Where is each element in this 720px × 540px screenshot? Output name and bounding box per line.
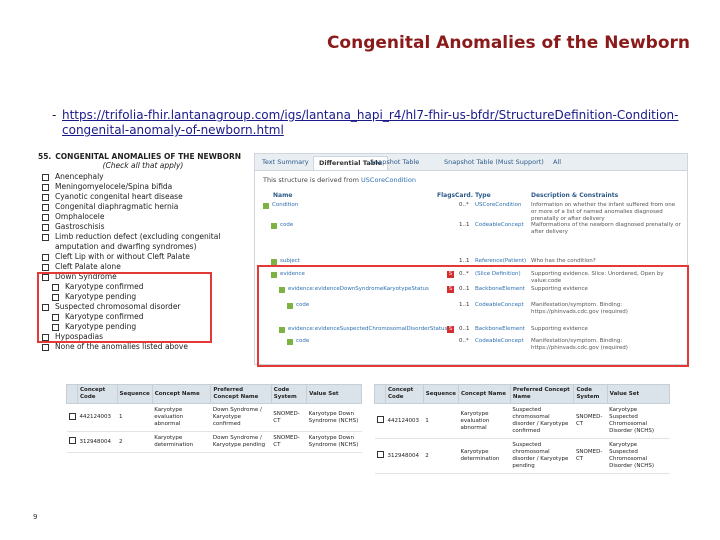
- checklist-item-label: Down Syndrome: [55, 272, 117, 281]
- table-cell: Suspected chromosomal disorder / Karyotype confirmed: [510, 404, 574, 439]
- table-cell: Karyotype evaluation abnormal: [458, 404, 510, 439]
- table-row: [375, 439, 670, 474]
- element-desc: Supporting evidence: [531, 326, 588, 332]
- checklist-item: [42, 242, 197, 251]
- form-title: [38, 152, 248, 170]
- element-card: 1..1: [459, 302, 470, 308]
- must-support-flag: S: [448, 286, 453, 292]
- column-header: Concept Name: [152, 385, 211, 404]
- row-checkbox[interactable]: [377, 451, 384, 458]
- checklist-item: [42, 212, 104, 221]
- checklist-item: [42, 222, 105, 231]
- element-card: 0..*: [459, 202, 469, 208]
- select-column-header: [67, 385, 78, 404]
- column-header: Code System: [271, 385, 306, 404]
- must-support-flag: S: [448, 271, 453, 277]
- derived-from-text: [263, 176, 416, 184]
- element-name[interactable]: subject: [280, 258, 300, 264]
- table-cell: Down Syndrome / Karyotype pending: [211, 432, 271, 453]
- derived-prefix: This structure is derived from: [263, 176, 362, 184]
- table-cell: SNOMED-CT: [574, 439, 607, 474]
- table-cell: 312948004: [386, 439, 424, 474]
- table-cell: 442124003: [78, 404, 118, 432]
- column-header: Value Set: [607, 385, 669, 404]
- table-cell: Karyotype evaluation abnormal: [152, 404, 211, 432]
- element-card: 0..1: [459, 286, 470, 292]
- checklist-item-label: Gastroschisis: [55, 222, 105, 231]
- column-header: Sequence: [423, 385, 458, 404]
- element-desc: Manifestation/symptom. Binding: https://phinvads.cdc.gov (required): [531, 302, 628, 315]
- value-set-table-suspected-chromosomal: [374, 384, 670, 474]
- checklist-item-label: Limb reduction defect (excluding congenital: [55, 232, 221, 241]
- element-name[interactable]: evidence:evidenceSuspectedChromosomalDisorderStatus: [288, 326, 448, 332]
- checklist-item-label: Anencephaly: [55, 172, 104, 181]
- page-number: 9: [33, 513, 38, 521]
- checkbox[interactable]: [42, 344, 49, 351]
- checkbox[interactable]: [42, 234, 49, 241]
- checklist-item: [42, 262, 121, 271]
- element-icon: [271, 223, 277, 229]
- url-bullet: [52, 108, 702, 138]
- checkbox[interactable]: [42, 204, 49, 211]
- element-type[interactable]: BackboneElement: [475, 326, 525, 332]
- column-header: Value Set: [307, 385, 362, 404]
- tab-differential-table[interactable]: Differential Table: [313, 156, 388, 170]
- element-card: 0..*: [459, 338, 469, 344]
- element-icon: [263, 203, 269, 209]
- element-type[interactable]: USCoreCondition: [475, 202, 522, 208]
- row-checkbox[interactable]: [69, 413, 76, 420]
- element-desc: Who has the condition?: [531, 258, 596, 264]
- tab-all[interactable]: All: [553, 158, 562, 166]
- checklist-item-label: Karyotype confirmed: [65, 282, 144, 291]
- table-cell: Karyotype Down Syndrome (NCHS): [307, 404, 362, 432]
- table-cell: 1: [117, 404, 152, 432]
- profile-tabs: [255, 154, 687, 171]
- table-cell: 1: [423, 404, 458, 439]
- highlight-box-evidence: [257, 265, 689, 367]
- element-type[interactable]: CodeableConcept: [475, 222, 524, 228]
- checkbox[interactable]: [42, 254, 49, 261]
- table-cell: 2: [423, 439, 458, 474]
- checkbox[interactable]: [42, 224, 49, 231]
- checklist-item-label: Cleft Palate alone: [55, 262, 121, 271]
- checkbox[interactable]: [42, 184, 49, 191]
- element-card: 1..1: [459, 258, 470, 264]
- checklist-item-label: Karyotype pending: [65, 322, 137, 331]
- table-cell: Karyotype Suspected Chromosomal Disorder (NCHS): [607, 439, 669, 474]
- checklist-item: [42, 342, 188, 351]
- row-checkbox[interactable]: [377, 416, 384, 423]
- checklist-item: [42, 232, 220, 241]
- table-cell: 442124003: [386, 404, 424, 439]
- checklist-item-label: Omphalocele: [55, 212, 105, 221]
- column-header: Name: [273, 192, 293, 199]
- checkbox[interactable]: [42, 194, 49, 201]
- checkbox[interactable]: [42, 264, 49, 271]
- column-header: Concept Code: [386, 385, 424, 404]
- element-type[interactable]: CodeableConcept: [475, 338, 524, 344]
- derived-link[interactable]: USCoreCondition: [361, 176, 416, 184]
- element-card: 1..1: [459, 222, 470, 228]
- column-header: Description & Constraints: [531, 192, 619, 199]
- element-card: 0..*: [459, 271, 469, 277]
- form-heading: CONGENITAL ANOMALIES OF THE NEWBORN: [55, 152, 242, 161]
- element-name[interactable]: evidence:evidenceDownSyndromeKaryotypeStatus: [288, 286, 429, 292]
- tab-snapshot-table-must-support-[interactable]: Snapshot Table (Must Support): [444, 158, 544, 166]
- column-header: Card.: [455, 192, 473, 199]
- column-header: Code System: [574, 385, 607, 404]
- element-card: 0..1: [459, 326, 470, 332]
- checkbox[interactable]: [42, 174, 49, 181]
- element-desc: Supporting evidence. Slice: Unordered, Open by value:code: [531, 271, 664, 284]
- checklist-item: [42, 202, 178, 211]
- tab-text-summary[interactable]: Text Summary: [262, 158, 309, 166]
- column-header: Sequence: [117, 385, 152, 404]
- checklist-item: [42, 252, 190, 261]
- table-row: [375, 404, 670, 439]
- table-cell: Karyotype Down Syndrome (NCHS): [307, 432, 362, 453]
- element-desc: Supporting evidence: [531, 286, 588, 292]
- element-desc: Manifestation/symptom. Binding: https://phinvads.cdc.gov (required): [531, 338, 628, 351]
- bullet-dash: -: [52, 108, 57, 122]
- must-support-flag: S: [448, 326, 453, 332]
- column-header: Preferred Concept Name: [510, 385, 574, 404]
- checklist-item-label: Cyanotic congenital heart disease: [55, 192, 183, 201]
- column-header: Concept Name: [458, 385, 510, 404]
- row-checkbox[interactable]: [69, 437, 76, 444]
- element-desc: Malformations of the newborn diagnosed prenatally or after delivery: [531, 222, 681, 235]
- column-header: Flags: [437, 192, 456, 199]
- checklist-item: [42, 172, 104, 181]
- element-name[interactable]: code: [296, 338, 310, 344]
- table-cell: 2: [117, 432, 152, 453]
- column-header: Type: [475, 192, 491, 199]
- checklist-item-label: Hypospadias: [55, 332, 104, 341]
- element-type[interactable]: Reference(Patient): [475, 258, 527, 264]
- value-set-table-down-syndrome: [66, 384, 362, 453]
- table-cell: Karyotype Suspected Chromosomal Disorder (NCHS): [607, 404, 669, 439]
- checklist-item-label: Meningomyelocele/Spina bifida: [55, 182, 173, 191]
- table-row: [67, 404, 362, 432]
- checklist-item-label: amputation and dwarfing syndromes): [55, 242, 197, 251]
- table-cell: SNOMED-CT: [574, 404, 607, 439]
- element-name[interactable]: Condition: [272, 202, 299, 208]
- table-cell: Suspected chromosomal disorder / Karyotype pending: [510, 439, 574, 474]
- table-cell: Down Syndrome / Karyotype confirmed: [211, 404, 271, 432]
- element-type[interactable]: CodeableConcept: [475, 302, 524, 308]
- element-name[interactable]: code: [296, 302, 310, 308]
- checkbox[interactable]: [42, 214, 49, 221]
- table-cell: 312948004: [78, 432, 118, 453]
- checklist-item-label: Suspected chromosomal disorder: [55, 302, 181, 311]
- form-subtitle: (Check all that apply): [102, 161, 184, 170]
- checklist-item: [42, 182, 172, 191]
- checklist-item: [42, 192, 183, 201]
- table-cell: Karyotype determination: [152, 432, 211, 453]
- element-type[interactable]: (Slice Definition): [475, 271, 521, 277]
- element-type[interactable]: BackboneElement: [475, 286, 525, 292]
- profile-row: [263, 202, 683, 222]
- profile-row: [263, 222, 683, 235]
- slide-title: Congenital Anomalies of the Newborn: [326, 33, 690, 53]
- checklist-item-label: Cleft Lip with or without Cleft Palate: [55, 252, 190, 261]
- column-header: Preferred Concept Name: [211, 385, 271, 404]
- highlight-box-down-syndrome: [37, 272, 212, 343]
- column-header: Concept Code: [78, 385, 118, 404]
- element-desc: Information on whether the infant suffered from one or more of a list of named anomalies diagnosed prenatally or after delivery: [531, 202, 676, 222]
- checklist-item-label: Karyotype confirmed: [65, 312, 144, 321]
- select-column-header: [375, 385, 386, 404]
- table-row: [67, 432, 362, 453]
- element-name[interactable]: code: [280, 222, 294, 228]
- table-cell: SNOMED-CT: [271, 404, 306, 432]
- checklist-item-label: None of the anomalies listed above: [55, 342, 188, 351]
- checklist-item-label: Congenital diaphragmatic hernia: [55, 202, 179, 211]
- tab-snapshot-table[interactable]: Snapshot Table: [370, 158, 420, 166]
- form-number: 55.: [38, 152, 52, 161]
- structure-definition-link[interactable]: https://trifolia-fhir.lantanagroup.com/igs/lantana_hapi_r4/hl7-fhir-us-bfdr/StructureDefinition-Condition-congenital-anomaly-of-newborn.html: [62, 108, 679, 137]
- element-name[interactable]: evidence: [280, 271, 305, 277]
- table-cell: Karyotype determination: [458, 439, 510, 474]
- table-cell: SNOMED-CT: [271, 432, 306, 453]
- checklist-item-label: Karyotype pending: [65, 292, 137, 301]
